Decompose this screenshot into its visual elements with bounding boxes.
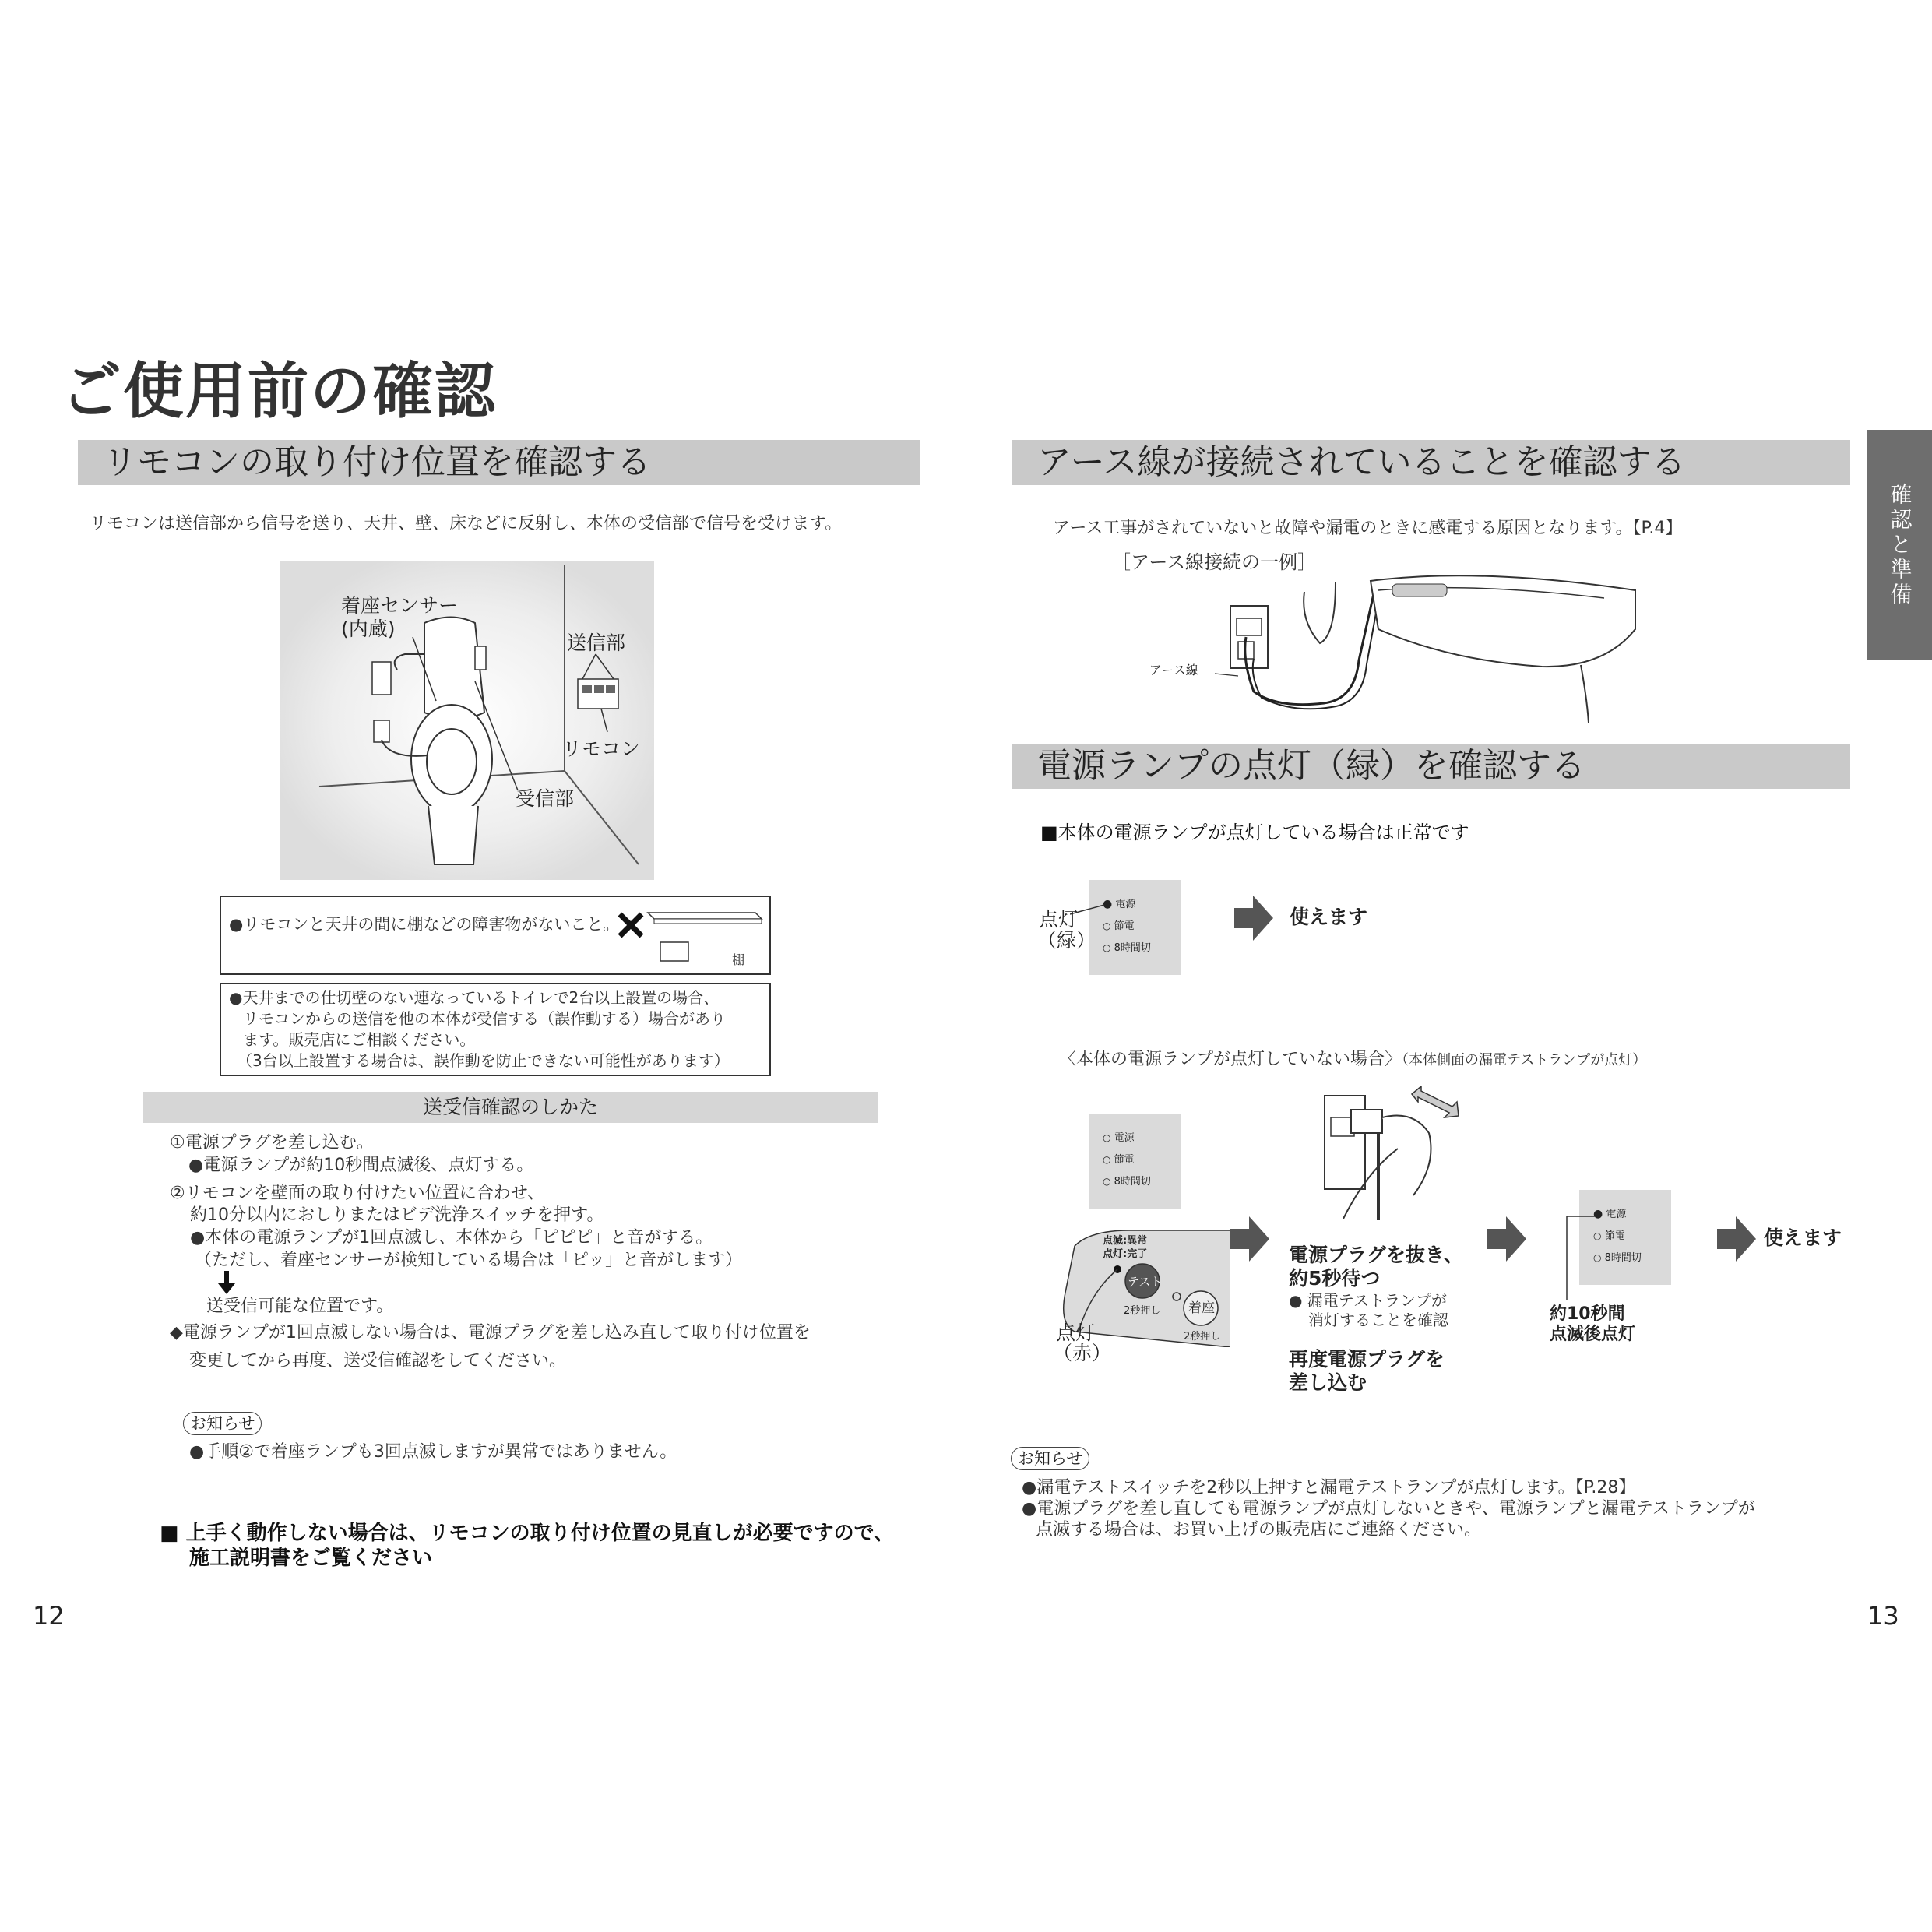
- lamp-8h-after: ○ 8時間切: [1593, 1252, 1642, 1264]
- right-notice-badge: [1011, 1447, 1089, 1470]
- unplug-text-2: 約5秒待つ: [1289, 1267, 1381, 1290]
- seat-sensor-label: 着座センサー: [341, 594, 459, 617]
- earth-wire-illustration: [1215, 575, 1651, 730]
- step-1-note: ●電源ランプが約10秒間点滅後、点灯する。: [188, 1156, 534, 1175]
- left-notice-text: ●手順②で着座ランプも3回点滅しますが異常ではありません。: [189, 1442, 677, 1462]
- lit-green-sub: （緑）: [1037, 929, 1096, 952]
- left-intro: リモコンは送信部から信号を送り、天井、壁、床などに反射し、本体の受信部で信号を受けます。: [90, 514, 843, 533]
- replug-text-1: 再度電源プラグを: [1289, 1348, 1445, 1371]
- x-mark-icon: [620, 914, 642, 936]
- page-title: ご使用前の確認: [61, 357, 498, 427]
- notice-label: お知らせ: [183, 1412, 262, 1435]
- multi-line-3: ます。販売店にご相談ください。: [243, 1030, 476, 1049]
- lit-green-label: 点灯: [1039, 908, 1079, 931]
- toilet-remote-illustration: [280, 545, 654, 880]
- lamp-eco: ○ 節電: [1103, 920, 1135, 932]
- step-result: 送受信可能な位置です。: [206, 1297, 394, 1316]
- lamp-panel-off: [1089, 1114, 1181, 1209]
- right-notice-3: 点滅する場合は、お買い上げの販売店にご連絡ください。: [1036, 1520, 1482, 1540]
- bottom-note-1: ■ 上手く動作しない場合は、リモコンの取り付け位置の見直しが必要ですので、: [160, 1522, 895, 1545]
- obstacle-text: ●リモコンと天井の間に棚などの障害物がないこと。: [229, 915, 620, 934]
- replug-text-2: 差し込む: [1289, 1371, 1367, 1394]
- right-arrow-icon: [1234, 896, 1273, 941]
- earth-example-label: ［アース線接続の一例］: [1112, 551, 1317, 573]
- lamp-leader-line: [1559, 1215, 1598, 1308]
- test-button[interactable]: テスト: [1128, 1275, 1163, 1289]
- unplug-text-1: 電源プラグを抜き、: [1289, 1244, 1464, 1266]
- right-notice-1: ●漏電テストスイッチを2秒以上押すと漏電テストランプが点灯します。【P.28】: [1022, 1478, 1636, 1497]
- transmitter-label: 送信部: [567, 632, 626, 654]
- lamp-eco-after: ○ 節電: [1593, 1230, 1625, 1242]
- left-section-title: リモコンの取り付け位置を確認する: [78, 440, 920, 485]
- page-number-left: 12: [33, 1601, 65, 1631]
- remote-label: リモコン: [562, 737, 641, 760]
- power-lamp-section-title: 電源ランプの点灯（緑）を確認する: [1012, 744, 1850, 789]
- caution-box-obstacle: [220, 896, 771, 975]
- test-press-label: 2秒押し: [1124, 1305, 1161, 1317]
- step-1: ①電源プラグを差し込む。: [170, 1133, 374, 1153]
- earth-warning: アース工事がされていないと故障や漏電のときに感電する原因となります。【P.4】: [1053, 519, 1683, 538]
- sub-heading: 送受信確認のしかた: [143, 1092, 878, 1123]
- unplug-note-1: ● 漏電テストランプが: [1289, 1291, 1448, 1310]
- step-fail: ◆電源ランプが1回点滅しない場合は、電源プラグを差し込み直して取り付け位置を: [170, 1323, 811, 1343]
- lamp-eco-off: ○ 節電: [1103, 1154, 1135, 1166]
- earth-wire-label: アース線: [1149, 663, 1198, 677]
- normal-state-text: ■本体の電源ランプが点灯している場合は正常です: [1040, 822, 1469, 843]
- seat-sensor-sub-label: (内蔵): [341, 618, 396, 640]
- lit-red-label: 点灯: [1056, 1321, 1096, 1344]
- lit-red-sub: （赤）: [1053, 1342, 1112, 1364]
- lamp-8h-off: ○ 8時間切: [1103, 1176, 1151, 1188]
- right-arrow-icon: [1717, 1216, 1756, 1262]
- unplug-illustration: [1320, 1086, 1468, 1223]
- step-2-note: ●本体の電源ランプが1回点滅し、本体から「ピピピ」と音がする。: [190, 1228, 713, 1248]
- earth-section-title: アース線が接続されていることを確認する: [1012, 440, 1850, 485]
- usable-label-1: 使えます: [1290, 906, 1368, 928]
- seat-button[interactable]: 着座: [1188, 1300, 1215, 1316]
- right-notice-2: ●電源プラグを差し直しても電源ランプが点灯しないときや、電源ランプと漏電テストランプが: [1022, 1499, 1755, 1519]
- right-arrow-icon: [1230, 1216, 1269, 1262]
- multi-line-2: リモコンからの送信を他の本体が受信する（誤作動する）場合があり: [243, 1009, 726, 1028]
- lamp-8h: ○ 8時間切: [1103, 942, 1151, 954]
- seat-press-label: 2秒押し: [1184, 1331, 1221, 1343]
- side-tab: 確認と準備: [1867, 430, 1932, 660]
- not-lit-title: 〈本体の電源ランプが点灯していない場合〉（本体側面の漏電テストランプが点灯）: [1059, 1050, 1647, 1069]
- receiver-label: 受信部: [516, 787, 575, 810]
- multi-line-4: （3台以上設置する場合は、誤作動を防止できない可能性があります）: [237, 1051, 730, 1070]
- unplug-note-2: 消灯することを確認: [1308, 1311, 1448, 1329]
- caution-box-multiple: [220, 983, 771, 1076]
- step-2: ②リモコンを壁面の取り付けたい位置に合わせ、: [170, 1184, 545, 1203]
- left-notice-badge: [183, 1412, 262, 1435]
- lamp-power-off: ○ 電源: [1103, 1132, 1135, 1144]
- right-arrow-icon: [1487, 1216, 1526, 1262]
- lamp-power-on: ● 電源: [1103, 898, 1136, 910]
- lit-complete-label: 点灯:完了: [1103, 1248, 1148, 1260]
- multi-line-1: ●天井までの仕切壁のない連なっているトイレで2台以上設置の場合、: [229, 988, 720, 1007]
- shelf-label: 棚: [732, 952, 745, 967]
- down-arrow-icon: [218, 1271, 235, 1296]
- usable-label-2: 使えます: [1764, 1226, 1842, 1249]
- lamp-panel-normal: [1089, 880, 1181, 975]
- step-fail-cont: 変更してから再度、送受信確認をしてください。: [189, 1351, 567, 1371]
- step-2-caveat: （ただし、着座センサーが検知している場合は「ピッ」と音がします）: [195, 1251, 743, 1270]
- lamp-power-on-after: ● 電源: [1593, 1208, 1627, 1220]
- blink-error-label: 点滅:異常: [1103, 1235, 1148, 1247]
- page-number-right: 13: [1867, 1601, 1899, 1631]
- after-blink-2: 点滅後点灯: [1550, 1325, 1636, 1344]
- step-2-cont: 約10分以内におしりまたはビデ洗浄スイッチを押す。: [190, 1205, 604, 1225]
- notice-label: お知らせ: [1011, 1447, 1089, 1470]
- after-blink-1: 約10秒間: [1550, 1304, 1625, 1324]
- bottom-note-2: 施工説明書をご覧ください: [189, 1547, 433, 1570]
